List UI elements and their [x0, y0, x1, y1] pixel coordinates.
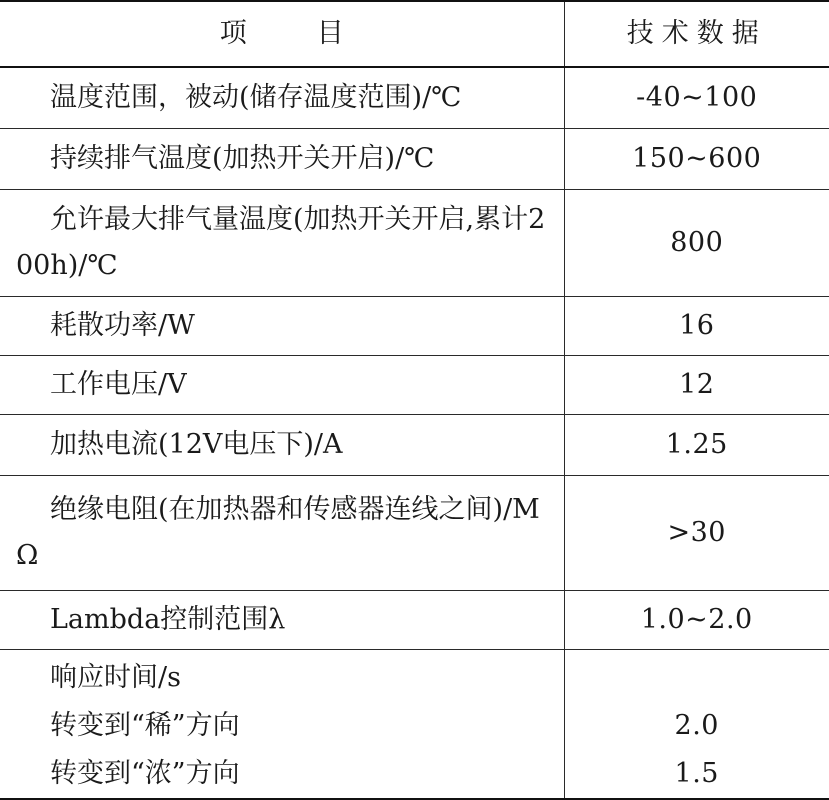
- row-item: 允许最大排气量温度(加热开关开启,累计200h)/℃: [0, 190, 564, 297]
- table-row: [0, 356, 829, 415]
- table-row: [0, 297, 829, 356]
- row-value: 1.0~2.0: [564, 591, 829, 650]
- response-time-value: [565, 654, 829, 702]
- table-row: [0, 67, 829, 129]
- response-time-label: 响应时间/s: [16, 654, 558, 702]
- row-value: 800: [564, 190, 829, 297]
- table-row: [0, 129, 829, 190]
- row-value: 16: [564, 297, 829, 356]
- rich-transition-value: 1.5: [565, 750, 829, 798]
- header-data: 技术数据: [564, 1, 829, 67]
- table-row: [0, 476, 829, 591]
- table-row: [0, 415, 829, 476]
- lean-transition-label: 转变到“稀”方向: [16, 702, 558, 750]
- row-value: >30: [564, 476, 829, 591]
- row-item-multiline: [0, 650, 564, 800]
- row-item: 工作电压/V: [0, 356, 564, 415]
- row-item: Lambda控制范围λ: [0, 591, 564, 650]
- row-item: 温度范围，被动(储存温度范围)/℃: [0, 67, 564, 129]
- lean-transition-value: 2.0: [565, 702, 829, 750]
- row-item: 加热电流(12V电压下)/A: [0, 415, 564, 476]
- rich-transition-label: 转变到“浓”方向: [16, 750, 558, 798]
- row-value: -40~100: [564, 67, 829, 129]
- row-value: 150~600: [564, 129, 829, 190]
- header-row: [0, 1, 829, 67]
- table-row: [0, 190, 829, 297]
- row-item: 持续排气温度(加热开关开启)/℃: [0, 129, 564, 190]
- header-item: 项目: [0, 1, 564, 67]
- table-row: [0, 591, 829, 650]
- row-value-multiline: [564, 650, 829, 800]
- row-item: 绝缘电阻(在加热器和传感器连线之间)/MΩ: [0, 476, 564, 591]
- row-value: 1.25: [564, 415, 829, 476]
- table-row: [0, 650, 829, 800]
- row-value: 12: [564, 356, 829, 415]
- row-item: 耗散功率/W: [0, 297, 564, 356]
